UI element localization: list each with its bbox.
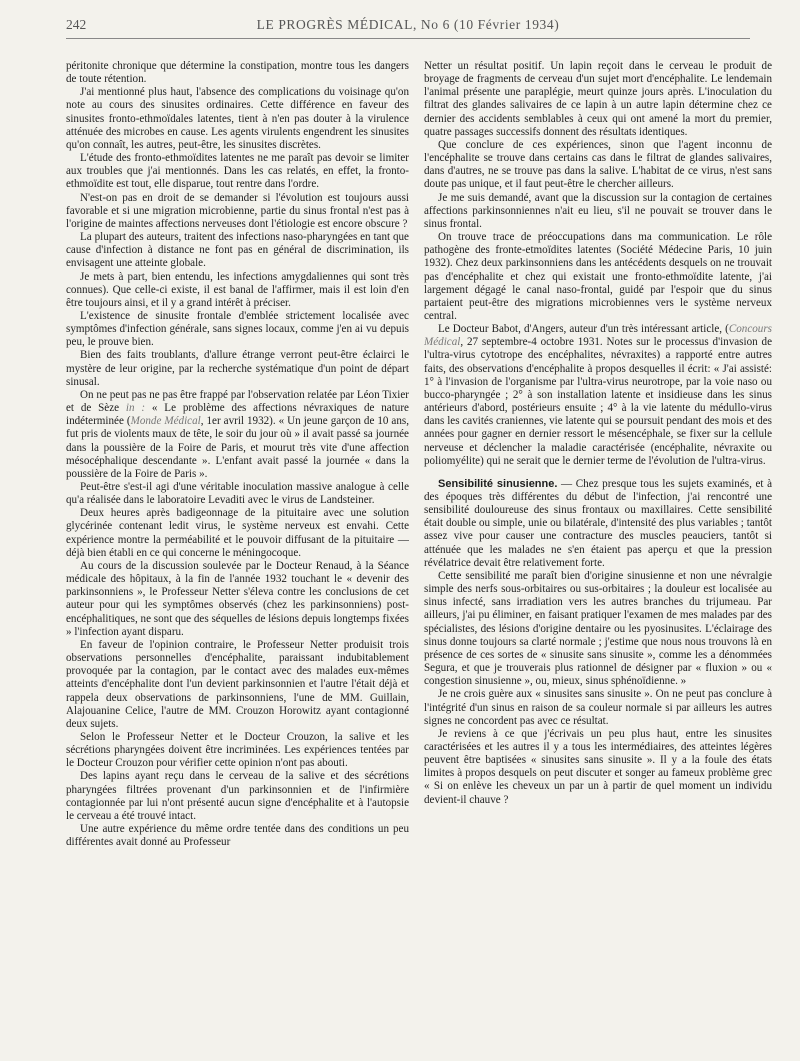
paragraph: Netter un résultat positif. Un lapin reçoit dans le cerveau le produit de broyage de fragments de cerveau d'un sujet mort d'encéphalite. Le lendemain l'animal présente une paraplégie, meurt quinze jours après. L'inoculation du filtrat des glandes salivaires de ce lapin à un autre lapin détermine chez ce dernier des accidents semblables à ceux qui ont amené la mort du premier, quatre passages successifs donnent des résultats identiques. — [424, 60, 772, 138]
section-title: Sensibilité sinusienne. — [438, 477, 558, 490]
citation-ref: in : — [125, 402, 146, 415]
right-column — [424, 60, 772, 1050]
paragraph: Que conclure de ces expériences, sinon que l'agent inconnu de l'encéphalite se trouve dans certains cas dans le filtrat de glandes salivaires, dans d'autres, ne se trouve pas dans la salive. L'habitat de ce virus, n'est sans doute pas unique, et il faut peut-être le chercher ailleurs. — [424, 138, 772, 191]
text-run: , 1er avril 1932). « Un jeune garçon de 10 ans, fut pris de violents maux de tête, le soir du jour où » il avait passé sa journée dans la poussière de la Foire de Paris, et mourut très vite d'une affection mésocéphalique descendante ». L'enfant avait passé la journée « dans la poussière de la Foire de Paris ». — [66, 415, 409, 480]
section-paragraph — [424, 478, 772, 570]
paragraph: Peut-être s'est-il agi d'une véritable inoculation massive analogue à celle qu'a réalisée dans le laboratoire Levaditi avec le virus de Landsteiner. — [66, 481, 409, 507]
paragraph: En faveur de l'opinion contraire, le Professeur Netter produisit trois observations personnelles d'encéphalite, paraissant indubitablement provoquée par la contagion, par le contact avec des malades eux-mêmes atteints d'encéphalite dont l'un devient parkinsonnien et l'autre l'était déjà et rappela deux observations de parkinsonniens, l'une de MM. Guillain, Alajouanine Celice, l'autre de MM. Crouzon Horowitz ayant contagionné deux sujets. — [66, 638, 409, 730]
journal-citation: Monde Médical — [130, 415, 201, 428]
paragraph: Deux heures après badigeonnage de la pituitaire avec une solution glycérinée contenant ledit virus, le système nerveux est envahi. Cette expérience montre la perméabilité et le pouvoir diffusant de la pituitaire — déjà bien établi en ce qui concerne le méningocoque. — [66, 507, 409, 559]
paragraph: L'existence de sinusite frontale d'emblée strictement localisée avec symptômes d'infection générale, sans signes locaux, comme j'en ai vu depuis peu, le prouve bien. — [66, 309, 409, 349]
paragraph: Cette sensibilité me paraît bien d'origine sinusienne et non une névralgie simple des nerfs sous-orbitaires ou sus-orbitaires ; la douleur est localisée au sinus infecté, sans irradiation vers les autres branches du trijumeau. Par ailleurs, j'ai pu éliminer, en faisant pratiquer l'examen de mes malades par des spécialistes, des lésions d'origine dentaire ou les pyosinusites. L'éclairage des sinus donne toujours sa clarté normale ; j'estime que nous nous trouvons là en présence de ces sortes de « sinusite sans sinusite », comme les a dénommées Segura, et que je trouverais plus rationnel de désigner par « fluxion » ou « congestion sinusienne », ou, mieux, sinus sphénoïdienne. » — [424, 569, 772, 688]
text-run: — Chez presque tous les sujets examinés, et à des époques très différentes du début de l'infection, j'ai rencontré une sensibilité douloureuse des sinus frontaux ou maxillaires. Cette sensibilité était double ou simple, unie ou bilatérale, d'intensité des plus variables ; tantôt assez vive pour causer une contracture des muscles peauciers, tantôt si atténuée que les malades ne s'en étaient pas aperçu et que la pression révélatrice devait être relativement forte. — [424, 477, 772, 569]
text-run: On ne peut pas ne pas être frappé par l'observation relatée par Léon Tixier et de Sèze — [66, 388, 409, 415]
paragraph: Une autre expérience du même ordre tentée dans des conditions un peu différentes avait donné au Professeur — [66, 823, 409, 849]
paragraph: Au cours de la discussion soulevée par le Docteur Renaud, à la Séance médicale des hôpitaux, à la fin de l'année 1932 touchant le « devenir des parkinsonniens », le Professeur Netter s'éleva contre les conclusions de cet auteur pour qui les symptômes observés (chez les parkinsonniens) post-encéphalitiques, ne sont que des séquelles de lésions depuis longtemps fixées » l'infection ayant disparu. — [66, 559, 409, 638]
page-header — [66, 12, 750, 39]
left-column — [66, 60, 409, 1050]
paragraph: Selon le Professeur Netter et le Docteur Crouzon, la salive et les sécrétions pharyngées doivent être incriminées. Les expériences tentées par le Docteur Crouzon pour vérifier cette opinion n'ont pas abouti. — [66, 730, 409, 770]
paragraph: Je ne crois guère aux « sinusites sans sinusite ». On ne peut pas conclure à l'intégrité d'un sinus en raison de sa couleur normale si par ailleurs les autres signes ne concordent pas avec ce résultat. — [424, 688, 772, 727]
text-run: Le Docteur Babot, d'Angers, auteur d'un très intéressant article, ( — [438, 323, 729, 336]
page-number: 242 — [66, 17, 87, 32]
paragraph-citation — [66, 389, 409, 481]
paragraph: L'étude des fronto-ethmoïdites latentes ne me paraît pas devoir se limiter aux troubles que j'ai mentionnés. Dans les cas relatés, en effet, la fronto-ethmoïdite est tout, elle disparue, tout rentre dans l'ordre. — [66, 152, 409, 191]
text-run: « Le problème des affections névraxiques de nature indéterminée ( — [66, 402, 409, 428]
text-run: , 27 septembre-4 octobre 1931. Notes sur le processus d'invasion de l'ultra-virus cytotrope des encéphalites, névraxites) a rapporté entre autres faits, des observations d'encéphalite à propos desquelles il écrit: « J'ai assisté: 1° à l'invasion de l'organisme par l'ultra-virus neurotrope, par la voie naso ou bucco-pharyngée ; 2° à son installation latente et insidieuse dans les sinus antérieurs d'abord, postérieurs ensuite ; 4° à la vie latente du médullo-virus dans les cavités craniennes, vie latente qui se poursuit pendant des mois et des années pour gagner en dernier ressort le mésencéphale, se fixer sur la cellule nerveuse et déclencher la maladie caractérisée (encéphalite, névraxite ou poliomyélite) qui ne serait que le dernier terme de l'évolution de l'ultra-virus. — [424, 336, 772, 467]
paragraph-citation — [424, 323, 772, 468]
paragraph: J'ai mentionné plus haut, l'absence des complications du voisinage qu'on note au cours des sinusites ordinaires. Cette différence en faveur des sinusites fronto-ethmoïdales latentes, tient à n'en pas douter à la virulence atténuée des microbes en cause. Les agents virulents engendrent les sinusites qu'on connaît, les autres, peut-être, les sinusites discrètes. — [66, 86, 409, 151]
paragraph: La plupart des auteurs, traitent des infections naso-pharyngées en tant que cause d'infection à distance ne font pas en général de discrimination, ils envisagent une atteinte globale. — [66, 231, 409, 270]
paragraph: Je mets à part, bien entendu, les infections amygdaliennes qui sont très connues). Que celle-ci existe, il est banal de l'affirmer, mais il est loin d'en être toujours ainsi, et il y a grand intérêt à préciser. — [66, 270, 409, 309]
running-title: LE PROGRÈS MÉDICAL, No 6 (10 Février 1934) — [256, 17, 560, 32]
paragraph: péritonite chronique que détermine la constipation, montre tous les dangers de toute rétention. — [66, 60, 409, 86]
paragraph: Des lapins ayant reçu dans le cerveau de la salive et des sécrétions pharyngées filtrées provenant d'un parkinsonnien et de l'infirmière contagionnée par lui n'ont présenté aucun signe d'encéphalite et à l'autopsie le cerveau a été trouvé intact. — [66, 770, 409, 822]
paragraph: On trouve trace de préoccupations dans ma communication. Le rôle pathogène des fronte-etmoïdites latentes (Société Médecine Paris, 10 juin 1932). Chez deux parkinsonniens dans les antécédents desquels on ne trouvait pas d'encéphalite et chez qui existait une fronto-ethmoïdite latente, j'ai largement dégagé le canal naso-frontal, guidé par l'espoir que du sinus partaient peut-être des migrations microbiennes vers le système nerveux central. — [424, 231, 772, 322]
paragraph: Bien des faits troublants, d'allure étrange verront peut-être éclairci le mystère de leur origine, par la recherche systématique d'un point de départ sinusal. — [66, 349, 409, 388]
paragraph: Je me suis demandé, avant que la discussion sur la contagion de certaines affections parkinsonniennes n'ait eu lieu, s'il ne pouvait se trouver dans le sinus frontal. — [424, 191, 772, 230]
journal-citation: Concours Médical — [424, 323, 772, 349]
paragraph: Je reviens à ce que j'écrivais un peu plus haut, entre les sinusites caractérisées et les autres il y a tous les intermédiaires, des atteintes légères peuvent être baptisées « sinusites sans sinusite ». Il y a la foule des états limites à propos desquels on peut discuter et songer au fameux problème grec « Si on enlève les cheveux un par un à partir de quel moment un individu devient-il chauve ? — [424, 727, 772, 806]
paragraph: N'est-on pas en droit de se demander si l'évolution est toujours aussi favorable et si une migration microbienne, partie du sinus frontal n'est pas à l'origine de maintes affections nerveuses dont l'étiologie est encore obscure ? — [66, 191, 409, 230]
